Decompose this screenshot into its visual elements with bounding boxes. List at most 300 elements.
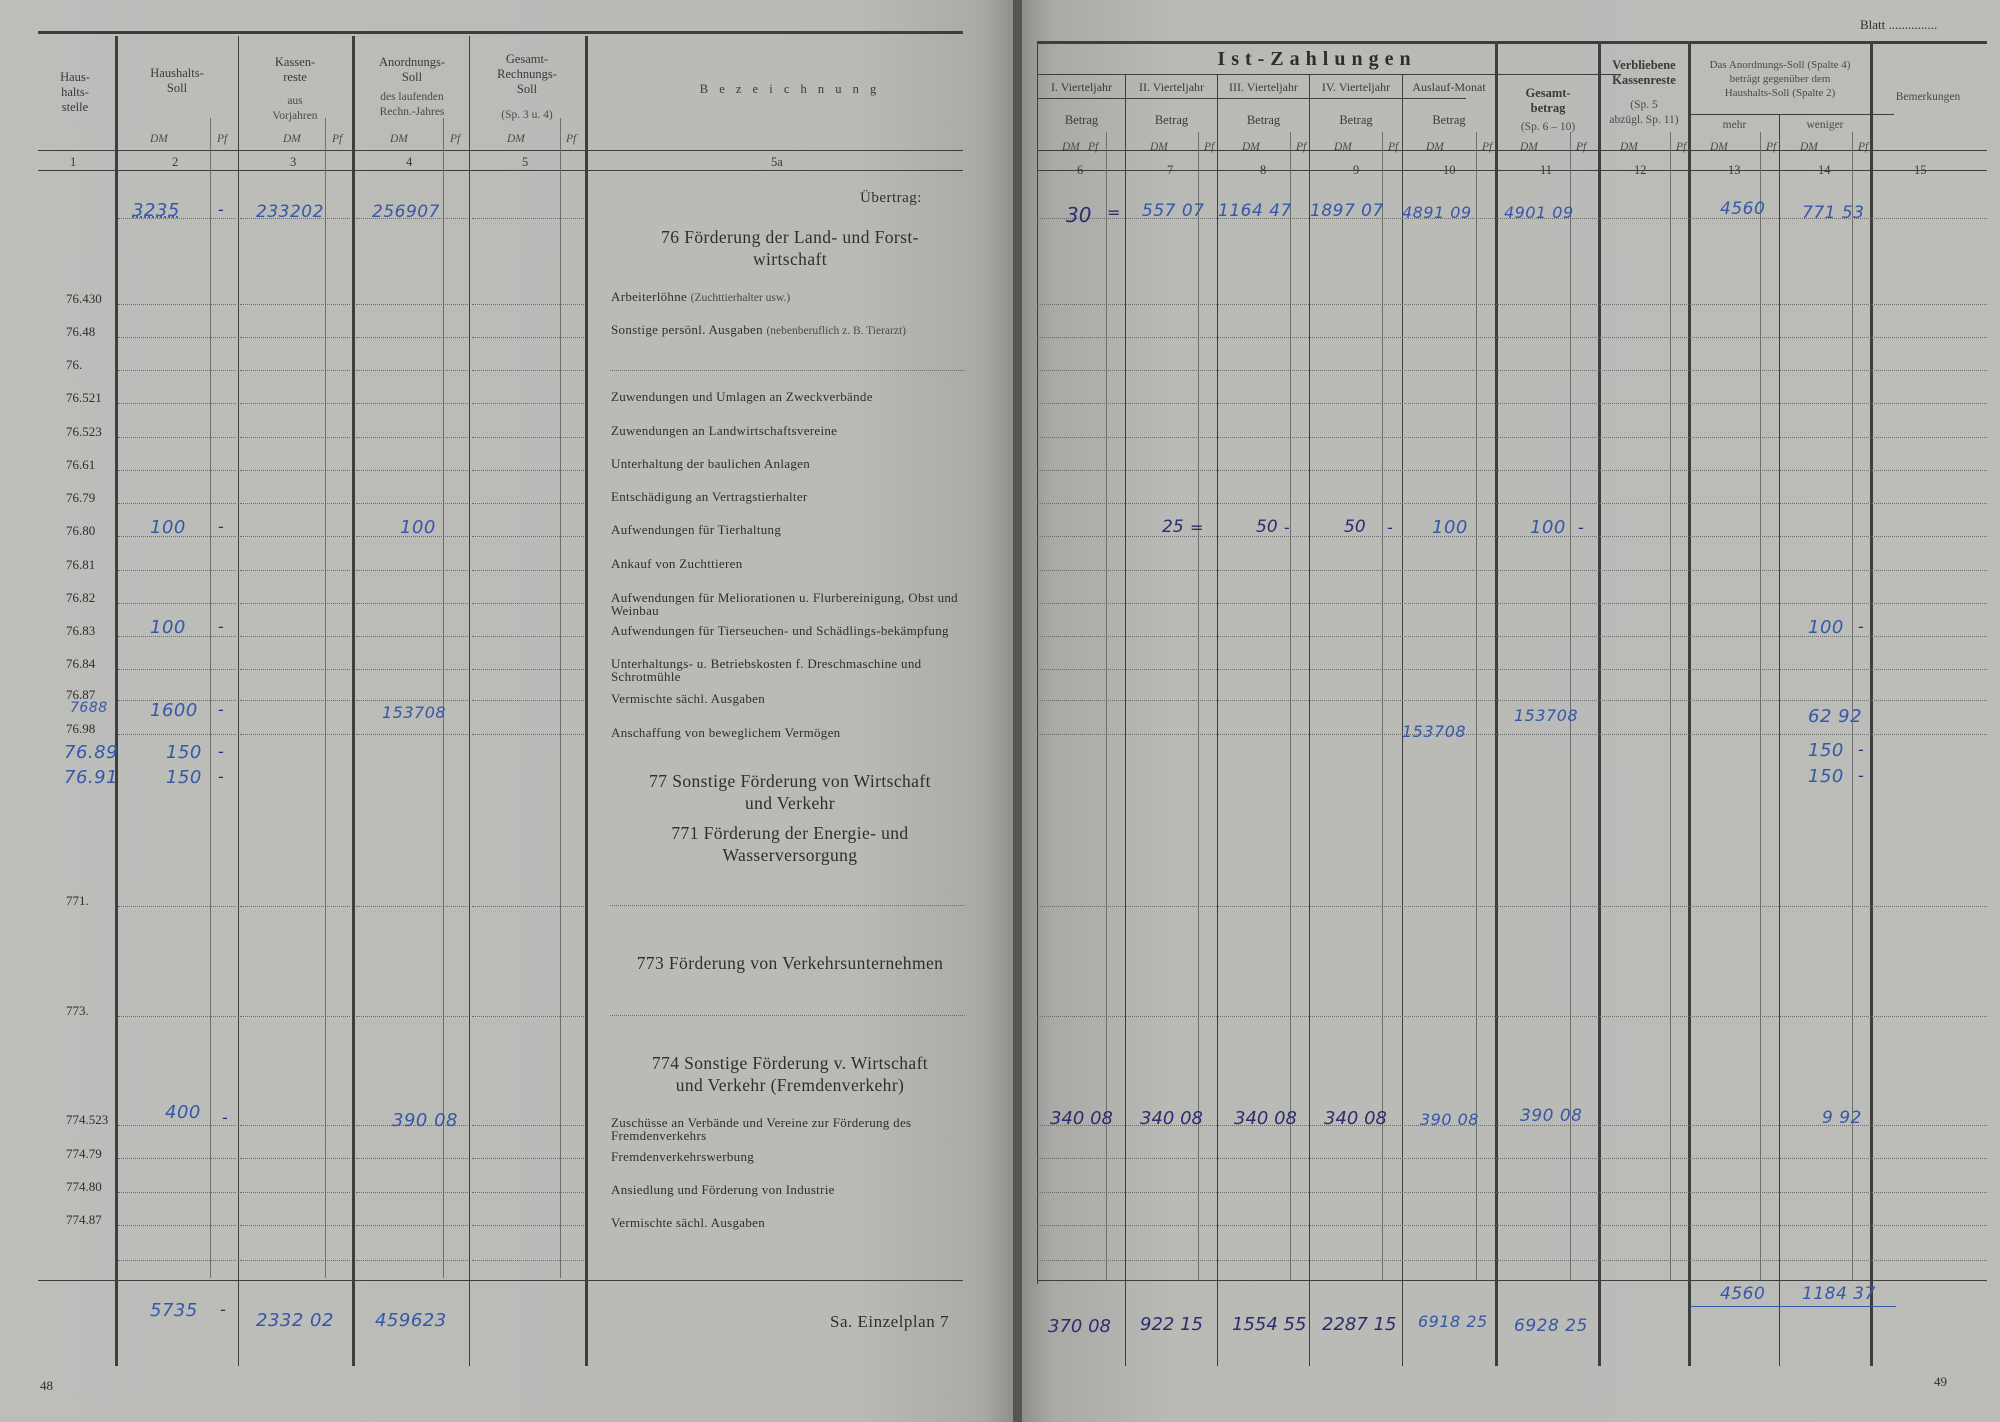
row-stelle: 76.80 (66, 523, 96, 538)
row-guide (240, 669, 350, 670)
hw-uebertrag-soll: 3235 (132, 200, 180, 221)
column-number: 15 (1914, 163, 1927, 177)
col-rule (585, 36, 588, 1366)
row-guide (1037, 337, 1987, 338)
pf-rule (210, 118, 211, 1278)
hw-sum-q3: 1554 55 (1232, 1314, 1307, 1335)
column-number: 6 (1077, 163, 1084, 177)
row-description: Zuwendungen und Umlagen an Zweckverbände (611, 389, 873, 404)
header-q3: III. Vierteljahr (1228, 80, 1299, 94)
row-guide (1037, 403, 1987, 404)
row-guide (240, 734, 350, 735)
row-guide (472, 570, 584, 571)
hw-7689-soll: 150 (166, 742, 202, 763)
row-guide (1037, 503, 1987, 504)
row-guide (1037, 669, 1987, 670)
hw-7688-soll: 1600 (150, 700, 198, 721)
hw-7691-stelle: 76.91 (64, 767, 119, 788)
column-number: 14 (1818, 163, 1831, 177)
hw-dash: - (218, 200, 224, 219)
col-rule (1779, 114, 1780, 1366)
row-guide (240, 1158, 350, 1159)
column-number: 8 (1260, 163, 1267, 177)
hw-774-q3: 340 08 (1234, 1108, 1297, 1129)
header-betrag: Betrag (1064, 113, 1099, 127)
hw-774-q1: 340 08 (1050, 1108, 1113, 1129)
col-rule (1495, 44, 1498, 1366)
header-q2: II. Vierteljahr (1138, 80, 1205, 94)
header-verbliebene-sub: (Sp. 5 abzügl. Sp. 11) (1609, 99, 1679, 126)
header-auslauf: Auslauf-Monat (1412, 80, 1486, 94)
hw-7680-q4: 50 (1344, 517, 1366, 537)
column-number: 12 (1634, 163, 1647, 177)
col-rule (1402, 74, 1403, 1366)
header-bemerkungen: Bemerkungen (1895, 91, 1961, 103)
hw-dash: - (1387, 518, 1393, 537)
row-guide (356, 636, 468, 637)
section-title-76: 76 Förderung der Land- und Forst- wirtschaft (661, 227, 919, 269)
hw-7680-auslauf: 100 (1432, 517, 1468, 538)
row-guide (1037, 636, 1987, 637)
unit-pf: Pf (217, 133, 228, 145)
hw-7687-gesamt: 153708 (1514, 706, 1579, 725)
row-stelle: 773. (66, 1003, 89, 1018)
hw-dash: - (1858, 740, 1864, 759)
unit-pf: Pf (332, 133, 343, 145)
hw-774-gesamt: 390 08 (1520, 1106, 1583, 1126)
row-guide (472, 734, 584, 735)
hw-sum-anordnung: 459623 (375, 1310, 447, 1331)
row-guide (472, 1260, 584, 1261)
sum-top-rule (38, 1280, 963, 1281)
row-guide (1037, 1016, 1987, 1017)
hw-774-weniger: 9 92 (1822, 1108, 1862, 1128)
hw-sum-mehr: 4560 (1720, 1284, 1766, 1304)
row-guide (356, 1260, 468, 1261)
row-guide (118, 669, 236, 670)
row-guide (240, 700, 350, 701)
unit-pf: Pf (1388, 141, 1399, 153)
header-weniger: weniger (1806, 119, 1844, 131)
row-stelle: 774.79 (66, 1146, 102, 1161)
row-guide (240, 906, 350, 907)
header-gesamtbetrag: Gesamt- betrag (1525, 86, 1571, 115)
col-rule (1309, 74, 1310, 1366)
hw-sum-soll: 5735 (150, 1300, 198, 1321)
row-stelle: 76.81 (66, 557, 96, 572)
unit-pf: Pf (450, 133, 461, 145)
hw-dash: - (218, 617, 224, 636)
col-rule (115, 36, 118, 1366)
header-betrag: Betrag (1154, 113, 1189, 127)
hw-ue-weniger: 771 53 (1802, 203, 1865, 223)
header-betrag: Betrag (1432, 113, 1466, 127)
row-guide (472, 1158, 584, 1159)
section-title-774: 774 Sonstige Förderung v. Wirtschaft und Verkehr (Fremdenverkehr) (651, 1053, 929, 1095)
pf-rule (443, 118, 444, 1278)
row-guide (1037, 570, 1987, 571)
row-guide (356, 304, 468, 305)
page-number-left: 48 (40, 1378, 53, 1393)
col-rule (238, 36, 239, 1366)
hw-774523-soll: 400 (165, 1102, 201, 1123)
book-gutter (1013, 0, 1022, 1422)
unit-pf: Pf (1576, 141, 1587, 153)
row-guide (118, 337, 236, 338)
col-rule (469, 36, 470, 1366)
row-guide (1037, 304, 1987, 305)
column-number: 13 (1728, 163, 1741, 177)
row-description: Entschädigung an Vertragstierhalter (611, 489, 808, 504)
unit-dm: DM (1426, 141, 1444, 153)
unit-pf: Pf (1296, 141, 1307, 153)
top-rule (1037, 41, 1987, 44)
row-guide (356, 470, 468, 471)
col-rule (1870, 44, 1873, 1366)
header-betrag: Betrag (1339, 113, 1373, 127)
row-stelle: 76.83 (66, 623, 96, 638)
row-description: Aufwendungen für Tierseuchen- und Schädlings-bekämpfung (611, 623, 949, 638)
row-guide (118, 304, 236, 305)
row-guide (118, 1225, 236, 1226)
row-guide (240, 503, 350, 504)
row-description: Aufwendungen für Meliorationen u. Flurbereinigung, Obst und Weinbau (611, 590, 958, 618)
row-guide (1037, 700, 1987, 701)
row-stelle: 76.84 (66, 656, 96, 671)
column-number: 3 (290, 155, 297, 169)
row-guide (1037, 1260, 1987, 1261)
header-anordnungs-soll: Anordnungs- Soll (379, 55, 445, 84)
row-guide (472, 403, 584, 404)
row-guide (240, 437, 350, 438)
row-guide (356, 1016, 468, 1017)
row-guide (356, 1158, 468, 1159)
ist-zahlungen-title: Ist-Zahlungen (1217, 48, 1417, 70)
column-number: 4 (406, 155, 413, 169)
row-guide (472, 1192, 584, 1193)
hw-7688-anordnung: 153708 (382, 703, 447, 722)
blatt-label: Blatt ............... (1860, 17, 1938, 32)
column-number: 10 (1443, 163, 1456, 177)
row-guide (240, 403, 350, 404)
row-guide (118, 503, 236, 504)
column-number: 1 (70, 155, 77, 169)
column-number: 7 (1167, 163, 1174, 177)
hw-dash: - (222, 1108, 228, 1127)
hw-dash: - (220, 1300, 226, 1319)
unit-dm: DM (1710, 141, 1728, 153)
hw-dash: - (218, 767, 224, 786)
page-number-right: 49 (1934, 1374, 1947, 1389)
unit-pf: Pf (1676, 141, 1687, 153)
row-stelle: 76.430 (66, 291, 102, 306)
row-description: Arbeiterlöhne (Zuchttierhalter usw.) (611, 289, 791, 304)
header-haushaltsstelle: Haus- halts- stelle (60, 70, 90, 114)
unit-pf: Pf (1204, 141, 1215, 153)
row-guide (240, 536, 350, 537)
hw-7680-q3: 50 (1256, 517, 1278, 537)
row-description: Zuwendungen an Landwirtschaftsvereine (611, 423, 838, 438)
header-betrag: Betrag (1246, 113, 1281, 127)
hw-sum-q2: 922 15 (1140, 1314, 1203, 1335)
hw-dash: - (1858, 617, 1864, 636)
row-guide (356, 437, 468, 438)
header-kassenreste-sub: aus Vorjahren (272, 95, 318, 122)
hw-774-q2: 340 08 (1140, 1108, 1203, 1129)
row-guide (356, 1192, 468, 1193)
row-guide (1037, 734, 1987, 735)
row-guide (472, 536, 584, 537)
header-q1: I. Vierteljahr (1050, 80, 1113, 94)
column-number: 5 (522, 155, 529, 169)
hw-uebertrag-kassenreste: 233202 (256, 202, 324, 222)
row-guide (356, 503, 468, 504)
row-stelle: 76.82 (66, 590, 96, 605)
row-guide (356, 603, 468, 604)
unit-pf: Pf (1088, 141, 1099, 153)
hw-7680-q2: 25 (1162, 517, 1184, 537)
hw-ue-auslauf: 4891 09 (1402, 203, 1472, 222)
row-guide (1037, 1192, 1987, 1193)
pf-rule (560, 118, 561, 1278)
hw-7687-weniger: 62 92 (1808, 706, 1863, 727)
row-description: Vermischte sächl. Ausgaben (611, 1215, 766, 1230)
hw-ue-mehr: 4560 (1720, 199, 1766, 219)
row-guide (472, 669, 584, 670)
row-guide (610, 1015, 965, 1016)
header-bezeichnung: B e z e i c h n u n g (699, 82, 881, 96)
hw-sum-gesamt: 6928 25 (1514, 1316, 1588, 1336)
hw-7688-stelle: 7688 (70, 700, 108, 716)
row-guide (240, 1225, 350, 1226)
hw-7698-auslauf: 153708 (1402, 722, 1467, 741)
unit-pf: Pf (1858, 141, 1869, 153)
section-title-773: 773 Förderung von Verkehrsunternehmen (636, 953, 944, 973)
col-rule (1598, 44, 1601, 1366)
row-guide (1037, 1225, 1987, 1226)
hw-7689-weniger: 150 (1808, 740, 1844, 761)
row-guide (472, 503, 584, 504)
mehr-weniger-rule (1690, 114, 1894, 115)
row-guide (472, 636, 584, 637)
row-guide (118, 1260, 236, 1261)
row-guide (118, 906, 236, 907)
hw-dash: = (1107, 203, 1121, 222)
header-bottom-rule (1037, 150, 1987, 151)
row-guide (1037, 1158, 1987, 1159)
row-guide (240, 337, 350, 338)
hw-7691-soll: 150 (166, 767, 202, 788)
row-stelle: 76.48 (66, 324, 96, 339)
unit-dm: DM (283, 133, 301, 145)
row-guide (1037, 370, 1987, 371)
hw-sum-q4: 2287 15 (1322, 1314, 1397, 1335)
row-guide (1037, 603, 1987, 604)
header-kassenreste: Kassen- reste (274, 55, 316, 84)
row-description: Ankauf von Zuchttieren (611, 556, 743, 571)
row-guide (356, 669, 468, 670)
colnum-bottom-rule (38, 170, 963, 171)
row-guide (240, 603, 350, 604)
unit-dm: DM (1520, 141, 1538, 153)
row-description: Sonstige persönl. Ausgaben (nebenberuflich z. B. Tierarzt) (611, 322, 906, 337)
row-guide (1037, 906, 1987, 907)
hw-sum-kassenreste: 2332 02 (256, 1310, 334, 1331)
row-guide (1037, 437, 1987, 438)
sum-label: Sa. Einzelplan 7 (830, 1312, 949, 1331)
row-guide (472, 1125, 584, 1126)
row-guide (472, 1225, 584, 1226)
row-guide (472, 470, 584, 471)
row-stelle: 76.523 (66, 424, 102, 439)
hw-uebertrag-anordnung: 256907 (372, 202, 440, 222)
column-number: 2 (172, 155, 179, 169)
hw-7691-weniger: 150 (1808, 766, 1844, 787)
hw-sum-weniger: 1184 37 (1802, 1284, 1876, 1304)
hw-sum-q1: 370 08 (1048, 1316, 1111, 1337)
row-stelle: 771. (66, 893, 89, 908)
hw-774-auslauf: 390 08 (1420, 1110, 1479, 1129)
unit-dm: DM (390, 133, 408, 145)
row-description: Ansiedlung und Förderung von Industrie (611, 1182, 835, 1197)
row-guide (118, 1192, 236, 1193)
row-stelle: 76.61 (66, 457, 96, 472)
row-guide (472, 603, 584, 604)
col-rule (1037, 44, 1038, 1284)
hw-underline (1690, 1306, 1896, 1307)
hw-ue-q1: 30 (1066, 203, 1092, 227)
header-bottom-rule (38, 150, 963, 151)
unit-pf: Pf (1766, 141, 1777, 153)
row-guide (610, 905, 965, 906)
row-guide (472, 218, 584, 219)
hw-7680-soll: 100 (150, 517, 186, 538)
hw-dash: - (1858, 766, 1864, 785)
row-guide (472, 700, 584, 701)
hw-774523-anordnung: 390 08 (392, 1110, 458, 1131)
row-description: Zuschüsse an Verbände und Vereine zur Förderung des Fremdenverkehrs (611, 1115, 912, 1143)
row-guide (356, 370, 468, 371)
row-guide (240, 370, 350, 371)
row-guide (610, 370, 965, 371)
header-gesamt-rechnungs-soll: Gesamt- Rechnungs- Soll (497, 52, 557, 96)
row-guide (472, 437, 584, 438)
header-q4: IV. Vierteljahr (1321, 80, 1391, 94)
top-rule (38, 31, 963, 34)
row-stelle: 76. (66, 357, 83, 372)
row-guide (472, 304, 584, 305)
row-guide (118, 470, 236, 471)
row-description: Anschaffung von beweglichem Vermögen (611, 725, 841, 740)
row-guide (118, 370, 236, 371)
unit-dm: DM (1620, 141, 1638, 153)
row-guide (118, 403, 236, 404)
column-number: 9 (1353, 163, 1360, 177)
row-guide (240, 1016, 350, 1017)
header-gesamtbetrag-sub: (Sp. 6 – 10) (1520, 121, 1576, 133)
section-title-77: 77 Sonstige Förderung von Wirtschaft und Verkehr (649, 771, 931, 813)
unit-dm: DM (1150, 141, 1168, 153)
right-page (1022, 0, 2000, 1422)
hw-774-q4: 340 08 (1324, 1108, 1387, 1129)
row-stelle: 774.87 (66, 1212, 102, 1227)
row-guide (356, 1225, 468, 1226)
hw-ue-q2: 557 07 (1142, 201, 1205, 221)
row-stelle: 774.80 (66, 1179, 102, 1194)
unit-pf: Pf (1482, 141, 1493, 153)
row-guide (118, 734, 236, 735)
hw-ue-q3: 1164 47 (1218, 201, 1292, 221)
col-rule (1217, 74, 1218, 1366)
hw-dash: - (1284, 518, 1290, 537)
unit-dm: DM (1242, 141, 1260, 153)
col-rule (352, 36, 355, 1366)
header-gesamt-sub: (Sp. 3 u. 4) (501, 109, 553, 121)
row-guide (356, 700, 468, 701)
row-description: Vermischte sächl. Ausgaben (611, 691, 766, 706)
row-guide (118, 1158, 236, 1159)
row-guide (240, 304, 350, 305)
hw-sum-auslauf: 6918 25 (1418, 1312, 1488, 1331)
unit-dm: DM (150, 133, 168, 145)
hw-7689-stelle: 76.89 (64, 742, 119, 763)
hw-ue-q4: 1897 07 (1310, 201, 1384, 221)
hw-dash: - (218, 700, 224, 719)
hw-7680-gesamt: 100 (1530, 517, 1566, 538)
uebertrag-label: Übertrag: (860, 190, 922, 206)
col-rule (1125, 74, 1126, 1366)
row-stelle: 76.521 (66, 390, 102, 405)
col-rule (1688, 44, 1691, 1366)
row-guide (472, 1016, 584, 1017)
header-verbliebene-kassenreste: Verbliebene Kassenreste (1612, 58, 1676, 87)
unit-dm: DM (1334, 141, 1352, 153)
row-guide (472, 906, 584, 907)
hw-7683-weniger: 100 (1808, 617, 1844, 638)
row-guide (356, 403, 468, 404)
row-guide (356, 906, 468, 907)
section-title-771: 771 Förderung der Energie- und Wasserversorgung (671, 823, 909, 865)
header-anordnungs-soll-sub: des laufenden Rechn.-Jahres (379, 91, 445, 118)
row-stelle: 76.98 (66, 721, 96, 736)
header-haushalts-soll: Haushalts- Soll (150, 66, 204, 95)
row-guide (240, 570, 350, 571)
row-description: Fremdenverkehrswerbung (611, 1149, 755, 1164)
column-number: 5a (771, 155, 783, 169)
row-stelle: 774.523 (66, 1112, 109, 1127)
row-guide (356, 337, 468, 338)
row-guide (1037, 470, 1987, 471)
row-guide (118, 570, 236, 571)
row-guide (118, 437, 236, 438)
row-guide (240, 1192, 350, 1193)
hw-7683-soll: 100 (150, 617, 186, 638)
hw-ue-gesamt: 4901 09 (1504, 203, 1574, 222)
header-mehr: mehr (1722, 119, 1747, 131)
sum-top-rule (1037, 1280, 1987, 1281)
row-guide (240, 1125, 350, 1126)
row-guide (118, 603, 236, 604)
hw-7680-anordnung: 100 (400, 517, 436, 538)
unit-dm: DM (1800, 141, 1818, 153)
unit-dm: DM (1062, 141, 1080, 153)
pf-rule (325, 118, 326, 1278)
row-stelle: 76.87 (66, 687, 96, 702)
hw-dash: - (1578, 518, 1584, 537)
row-guide (240, 470, 350, 471)
row-guide (356, 570, 468, 571)
unit-dm: DM (507, 133, 525, 145)
